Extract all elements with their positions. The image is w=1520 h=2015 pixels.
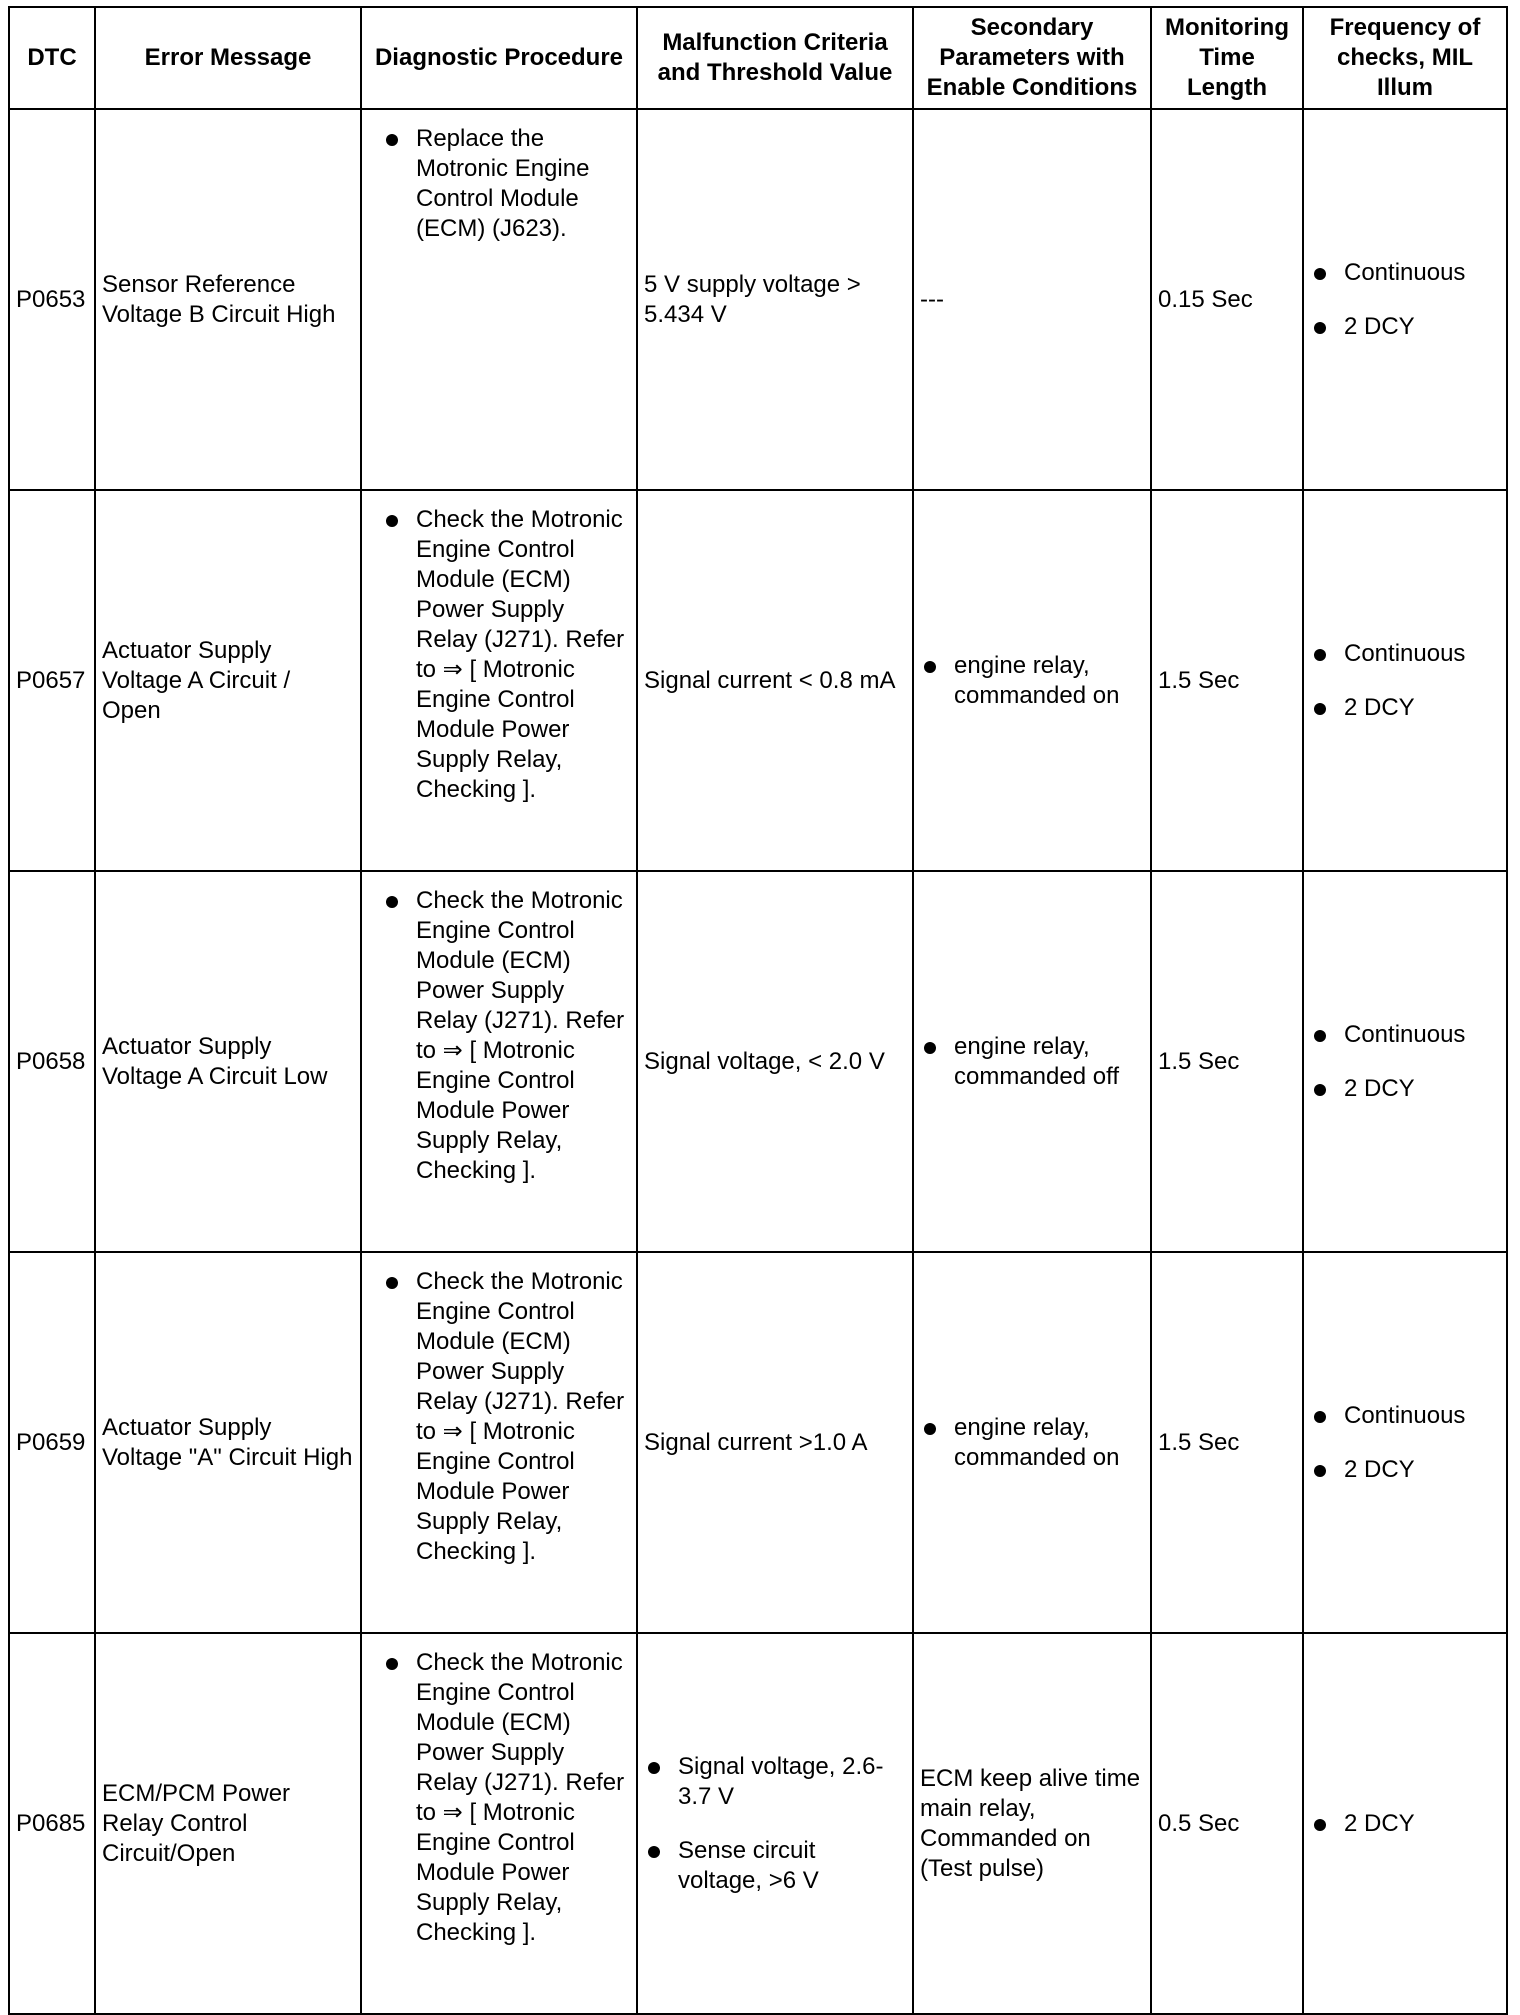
table-row	[9, 1633, 1507, 2014]
secondary-parameters	[913, 490, 1151, 871]
procedure-text: Check the Motronic Engine Control Module (ECM) Power Supply Relay (J271). Refer to ⇒ [ Motronic Engine Control Module Power Supply Relay, Checking ].	[382, 505, 630, 805]
monitoring-time: 1.5 Sec	[1151, 1252, 1303, 1633]
frequency-item: 2 DCY	[1310, 1809, 1500, 1839]
table-row	[9, 490, 1507, 871]
malfunction-criteria: Signal current < 0.8 mA	[637, 490, 913, 871]
frequency-cell	[1303, 490, 1507, 871]
dtc-code: P0653	[9, 109, 95, 490]
secondary-parameters: ECM keep alive time main relay, Commanded on (Test pulse)	[913, 1633, 1151, 2014]
error-message: Actuator Supply Voltage "A" Circuit High	[95, 1252, 361, 1633]
secondary-item: engine relay, commanded on	[920, 651, 1144, 711]
error-message: Actuator Supply Voltage A Circuit Low	[95, 871, 361, 1252]
procedure-text: Check the Motronic Engine Control Module (ECM) Power Supply Relay (J271). Refer to ⇒ [ Motronic Engine Control Module Power Supply Relay, Checking ].	[382, 1648, 630, 1948]
malfunction-criteria: 5 V supply voltage > 5.434 V	[637, 109, 913, 490]
diagnostic-procedure	[361, 1633, 637, 2014]
frequency-item: Continuous	[1310, 258, 1500, 288]
frequency-item: 2 DCY	[1310, 312, 1500, 342]
procedure-text: Check the Motronic Engine Control Module (ECM) Power Supply Relay (J271). Refer to ⇒ [ Motronic Engine Control Module Power Supply Relay, Checking ].	[382, 886, 630, 1186]
secondary-parameters	[913, 1252, 1151, 1633]
header-error-message: Error Message	[95, 7, 361, 109]
table-row	[9, 1252, 1507, 1633]
table-row	[9, 871, 1507, 1252]
error-message: Sensor Reference Voltage B Circuit High	[95, 109, 361, 490]
frequency-item: 2 DCY	[1310, 1455, 1500, 1485]
secondary-parameters: ---	[913, 109, 1151, 490]
monitoring-time: 1.5 Sec	[1151, 871, 1303, 1252]
header-diagnostic-procedure: Diagnostic Procedure	[361, 7, 637, 109]
secondary-item: engine relay, commanded off	[920, 1032, 1144, 1092]
dtc-table	[8, 6, 1508, 2015]
header-malfunction-criteria: Malfunction Criteria and Threshold Value	[637, 7, 913, 109]
secondary-item: engine relay, commanded on	[920, 1413, 1144, 1473]
diagnostic-procedure	[361, 490, 637, 871]
procedure-text: Replace the Motronic Engine Control Module (ECM) (J623).	[382, 124, 630, 244]
malfunction-criteria: Signal current >1.0 A	[637, 1252, 913, 1633]
frequency-item: 2 DCY	[1310, 693, 1500, 723]
header-frequency: Frequency of checks, MIL Illum	[1303, 7, 1507, 109]
frequency-cell	[1303, 1252, 1507, 1633]
diagnostic-procedure	[361, 1252, 637, 1633]
header-secondary-parameters: Secondary Parameters with Enable Conditions	[913, 7, 1151, 109]
dtc-code: P0658	[9, 871, 95, 1252]
malfunction-criteria: Signal voltage, < 2.0 V	[637, 871, 913, 1252]
frequency-item: 2 DCY	[1310, 1074, 1500, 1104]
monitoring-time: 0.5 Sec	[1151, 1633, 1303, 2014]
malfunction-criteria	[637, 1633, 913, 2014]
monitoring-time: 0.15 Sec	[1151, 109, 1303, 490]
error-message: ECM/PCM Power Relay Control Circuit/Open	[95, 1633, 361, 2014]
error-message: Actuator Supply Voltage A Circuit / Open	[95, 490, 361, 871]
frequency-cell	[1303, 871, 1507, 1252]
secondary-parameters	[913, 871, 1151, 1252]
frequency-item: Continuous	[1310, 639, 1500, 669]
criteria-item: Sense circuit voltage, >6 V	[644, 1836, 906, 1896]
frequency-item: Continuous	[1310, 1020, 1500, 1050]
monitoring-time: 1.5 Sec	[1151, 490, 1303, 871]
frequency-item: Continuous	[1310, 1401, 1500, 1431]
procedure-text: Check the Motronic Engine Control Module (ECM) Power Supply Relay (J271). Refer to ⇒ [ Motronic Engine Control Module Power Supply Relay, Checking ].	[382, 1267, 630, 1567]
header-monitoring-time: Monitoring Time Length	[1151, 7, 1303, 109]
frequency-cell	[1303, 1633, 1507, 2014]
header-dtc: DTC	[9, 7, 95, 109]
criteria-item: Signal voltage, 2.6-3.7 V	[644, 1752, 906, 1812]
table-row	[9, 109, 1507, 490]
header-row	[9, 7, 1507, 109]
dtc-code: P0657	[9, 490, 95, 871]
dtc-code: P0659	[9, 1252, 95, 1633]
diagnostic-procedure	[361, 109, 637, 490]
diagnostic-procedure	[361, 871, 637, 1252]
dtc-code: P0685	[9, 1633, 95, 2014]
frequency-cell	[1303, 109, 1507, 490]
